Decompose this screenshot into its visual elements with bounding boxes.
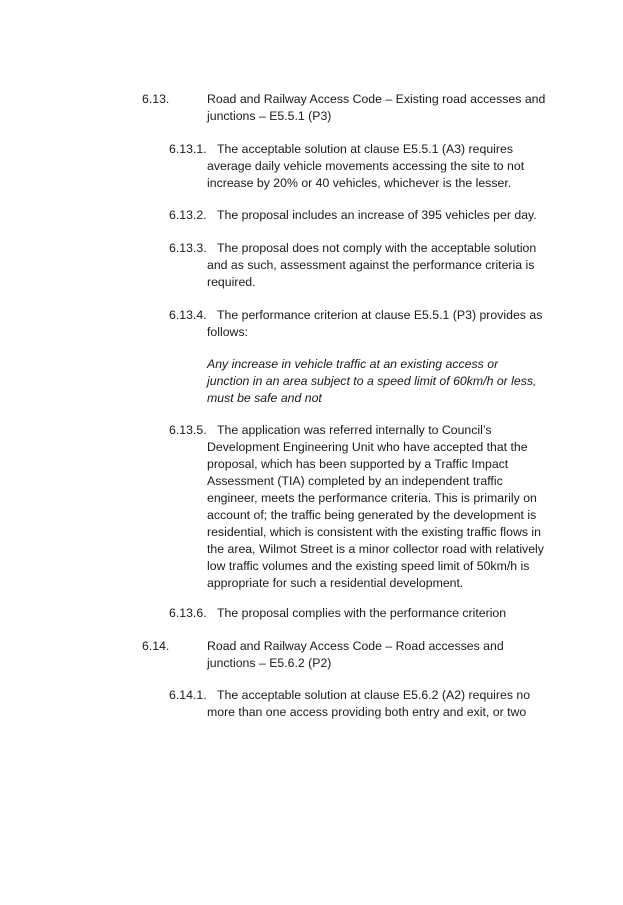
paragraph-6-13-3 [0, 240, 623, 291]
paragraph-line: and as such, assessment against the performance criteria is [207, 258, 535, 272]
paragraph-line: Assessment (TIA) completed by an independent traffic [207, 474, 503, 488]
paragraph-line: more than one access providing both entry and exit, or two [207, 705, 527, 719]
quote-line: Any increase in vehicle traffic at an existing access or [207, 357, 499, 371]
paragraph-line: account of; the traffic being generated by the development is [207, 508, 537, 522]
section-title [207, 91, 577, 125]
paragraph-6-14-1 [0, 687, 623, 721]
section-title-line: Road and Railway Access Code – Existing road accesses and [207, 92, 546, 106]
paragraph-number: 6.13.1. [169, 142, 207, 156]
paragraph-line: follows: [207, 325, 249, 339]
paragraph-6-13-5 [0, 422, 623, 592]
paragraph-line: Development Engineering Unit who have accepted that the [207, 440, 528, 454]
paragraph-line: The proposal does not comply with the acceptable solution [217, 241, 537, 255]
section-number: 6.13. [142, 92, 170, 106]
paragraph-line: increase by 20% or 40 vehicles, whichever is the lesser. [207, 176, 512, 190]
paragraph-line: The acceptable solution at clause E5.5.1 (A3) requires [217, 142, 513, 156]
paragraph-6-13-4 [0, 307, 623, 407]
paragraph-number: 6.14.1. [169, 688, 207, 702]
block-quote [207, 356, 577, 407]
paragraph-line: appropriate for such a residential development. [207, 576, 464, 590]
paragraph-line: residential, which is consistent with the existing traffic flows in [207, 525, 541, 539]
paragraph-line: low traffic volumes and the existing speed limit of 50km/h is [207, 559, 530, 573]
quote-line: junction in an area subject to a speed limit of 60km/h or less, [207, 374, 537, 388]
section-title-line: Road and Railway Access Code – Road accesses and [207, 639, 504, 653]
paragraph-line: The proposal complies with the performance criterion [217, 606, 507, 620]
paragraph-body [207, 158, 577, 192]
paragraph-line: The application was referred internally to Council’s [217, 423, 492, 437]
section-title [207, 638, 577, 672]
paragraph-line: average daily vehicle movements accessing the site to not [207, 159, 525, 173]
paragraph-line: required. [207, 275, 256, 289]
paragraph-number: 6.13.3. [169, 241, 207, 255]
paragraph-line: The acceptable solution at clause E5.6.2 (A2) requires no [217, 688, 531, 702]
paragraph-line: The performance criterion at clause E5.5.1 (P3) provides as [217, 308, 543, 322]
paragraph-body [207, 439, 577, 592]
paragraph-6-13-2 [0, 207, 623, 224]
paragraph-number: 6.13.2. [169, 208, 207, 222]
paragraph-line: proposal, which has been supported by a Traffic Impact [207, 457, 509, 471]
paragraph-number: 6.13.6. [169, 606, 207, 620]
section-6-13-heading [0, 91, 623, 125]
paragraph-number: 6.13.4. [169, 308, 207, 322]
paragraph-line: The proposal includes an increase of 395 vehicles per day. [217, 208, 537, 222]
paragraph-body [207, 324, 577, 341]
paragraph-number: 6.13.5. [169, 423, 207, 437]
paragraph-6-13-1 [0, 141, 623, 192]
paragraph-line: engineer, meets the performance criteria. This is primarily on [207, 491, 537, 505]
paragraph-6-13-6 [0, 605, 623, 622]
section-6-14-heading [0, 638, 623, 672]
section-title-line: junctions – E5.6.2 (P2) [207, 656, 332, 670]
paragraph-line: the area, Wilmot Street is a minor collector road with relatively [207, 542, 544, 556]
section-number: 6.14. [142, 639, 170, 653]
paragraph-body [207, 257, 577, 291]
quote-line: must be safe and not [207, 391, 322, 405]
section-title-line: junctions – E5.5.1 (P3) [207, 109, 332, 123]
paragraph-body [207, 704, 577, 721]
